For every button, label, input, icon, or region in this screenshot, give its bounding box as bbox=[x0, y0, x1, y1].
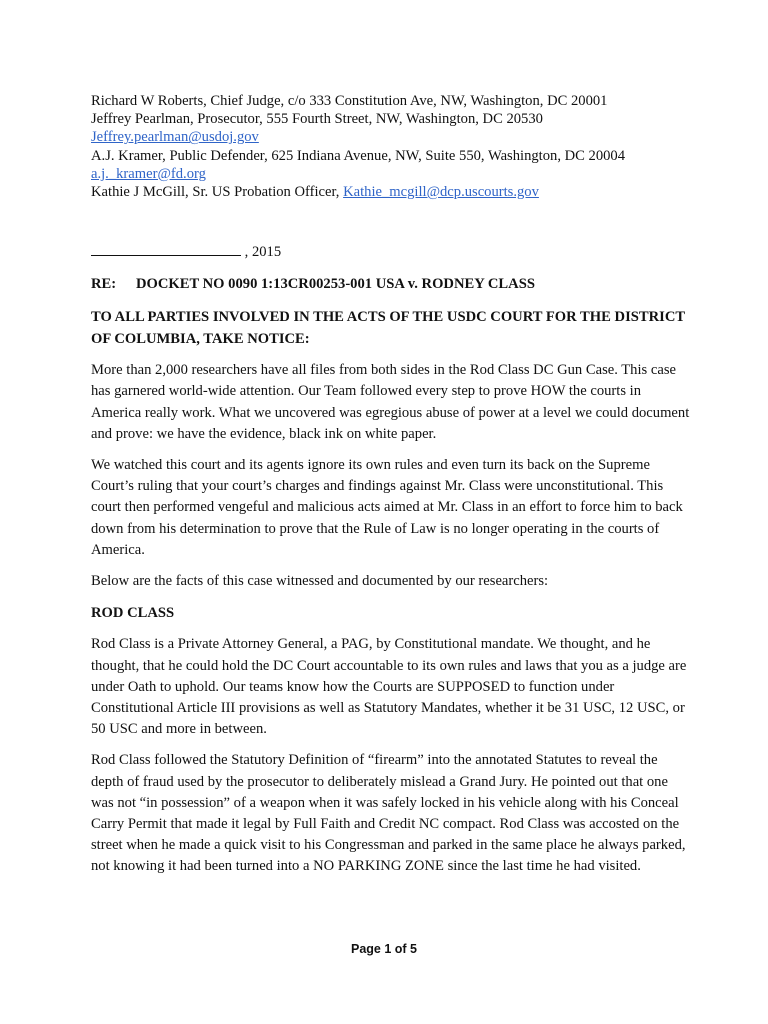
probation-officer-line bbox=[91, 183, 691, 201]
paragraph-pag: Rod Class is a Private Attorney General, a PAG, by Constitutional mandate. We thought, and he thought, that he could hold the DC Court accountable to its own rules and laws that you as a judge are under Oath to uphold. Our teams know how the Courts are SUPPOSED to function under Constitutional Article III provisions as well as Statutory Mandates, whether it be 31 USC, 12 USC, or 50 USC and more in between. bbox=[91, 636, 687, 738]
letter-body bbox=[91, 92, 691, 878]
re-label: RE: bbox=[91, 276, 117, 293]
prosecutor-address: Jeffrey Pearlman, Prosecutor, 555 Fourth Street, NW, Washington, DC 20530 bbox=[91, 111, 543, 128]
paragraph-court-conduct: We watched this court and its agents ignore its own rules and even turn its back on the Supreme Court’s ruling that your court’s charges and findings against Mr. Class were unconstitutional. This court then performed vengeful and malicious acts aimed at Mr. Class in an effort to force him to back down from his determination to prove that the Rule of Law is no longer operating in the courts of America. bbox=[91, 457, 683, 558]
paragraph-researchers: More than 2,000 researchers have all files from both sides in the Rod Class DC Gun Case. This case has garnered world-wide attention. Our Team followed every step to prove HOW the courts in America really work. What we uncovered was egregious abuse of power at a level we could document and prove: we have the evidence, black ink on white paper. bbox=[91, 362, 690, 442]
section-heading-rod-class: ROD CLASS bbox=[91, 605, 175, 622]
probation-officer-text: Kathie J McGill, Sr. US Probation Officer, bbox=[91, 184, 344, 201]
paragraph-firearm: Rod Class followed the Statutory Definition of “firearm” into the annotated Statutes to reveal the depth of fraud used by the prosecutor to deliberately mislead a Grand Jury. He pointed out that one was not “in possession” of a weapon when it was safely locked in his vehicle along with his Conceal Carry Permit that made it legal by Full Faith and Credit NC compact. Rod Class was accosted on the street when he made a quick visit to his Congressman and parked in the same place he always parked, not knowing it had been turned into a NO PARKING ZONE since the last time he had visited. bbox=[91, 752, 686, 875]
judge-address: Richard W Roberts, Chief Judge, c/o 333 Constitution Ave, NW, Washington, DC 20001 bbox=[91, 93, 608, 109]
date-year: , 2015 bbox=[241, 244, 282, 261]
probation-email-link[interactable]: Kathie_mcgill@dcp.uscourts.gov bbox=[343, 184, 539, 201]
defender-address: A.J. Kramer, Public Defender, 625 Indiana Avenue, NW, Suite 550, Washington, DC 20004 bbox=[91, 147, 626, 164]
address-block bbox=[91, 92, 691, 201]
defender-email-link[interactable]: a.j._kramer@fd.org bbox=[91, 165, 206, 182]
paragraph-facts-intro: Below are the facts of this case witnessed and documented by our researchers: bbox=[91, 573, 549, 590]
page-number: Page 1 of 5 bbox=[351, 942, 417, 956]
re-line bbox=[91, 275, 691, 293]
notice-heading: TO ALL PARTIES INVOLVED IN THE ACTS OF THE USDC COURT FOR THE DISTRICT OF COLUMBIA, TAKE NOTICE: bbox=[91, 309, 685, 347]
date-line bbox=[91, 243, 691, 261]
prosecutor-email-link[interactable]: Jeffrey.pearlman@usdoj.gov bbox=[91, 129, 259, 146]
docket-number: DOCKET NO 0090 1:13CR00253-001 USA v. RODNEY CLASS bbox=[136, 276, 535, 293]
date-blank-field bbox=[91, 243, 241, 256]
